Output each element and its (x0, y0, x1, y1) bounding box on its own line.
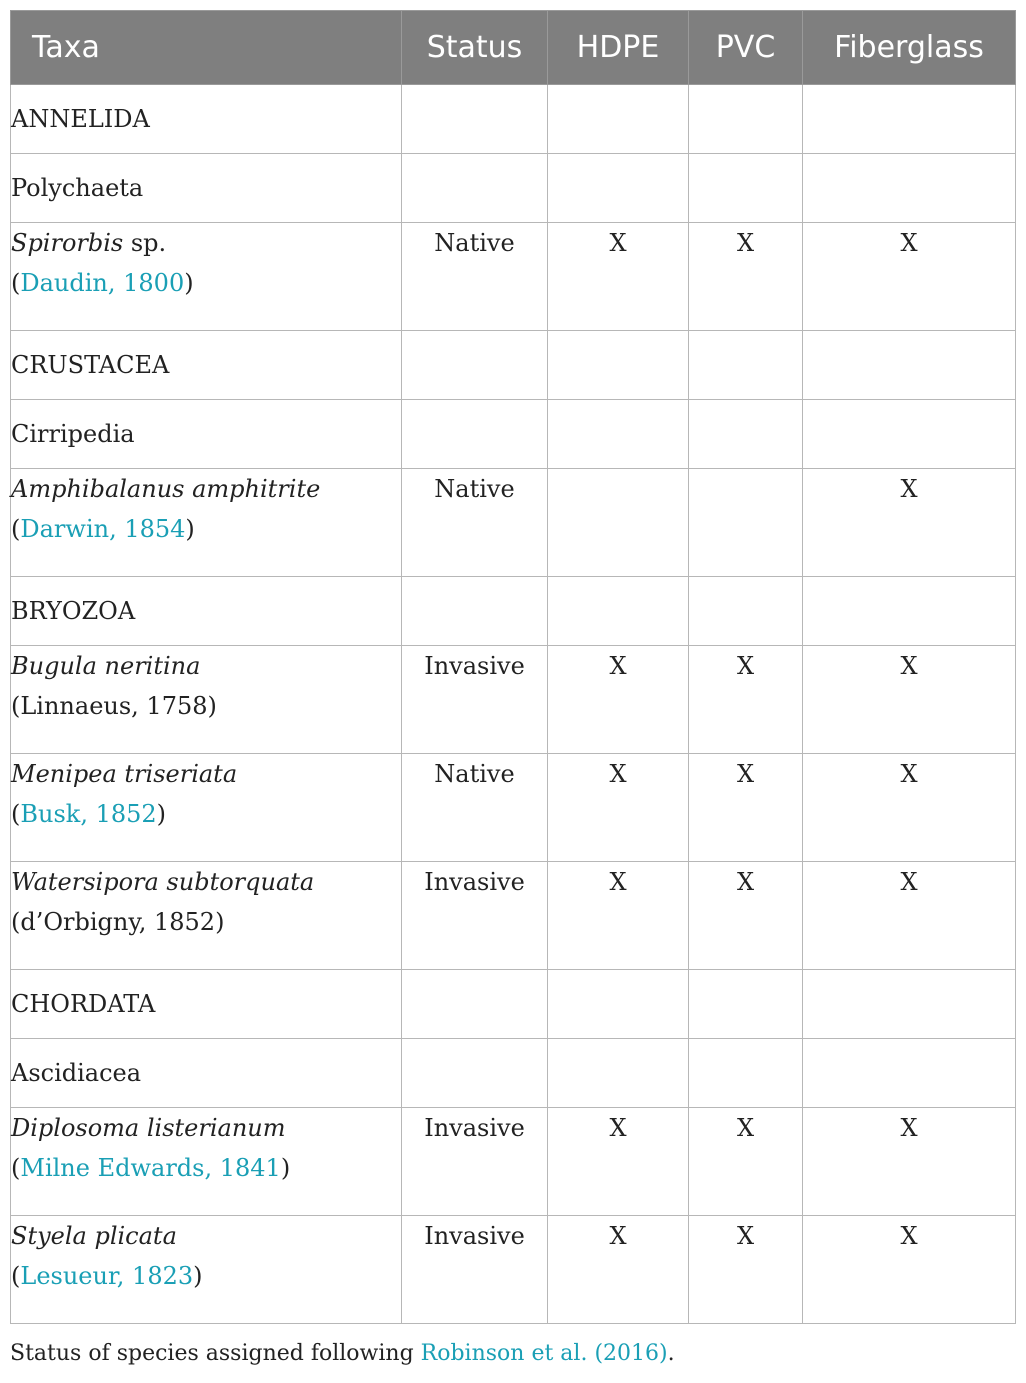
table-footnote (10, 1341, 675, 1366)
hdpe-cell (548, 469, 689, 577)
authority-link[interactable]: Lesueur, 1823 (20, 1262, 194, 1290)
status-cell: Invasive (402, 646, 548, 754)
header-status: Status (402, 11, 548, 85)
species-name-suffix: sp. (123, 229, 167, 257)
group-row-crustacea (11, 331, 1016, 400)
species-name: Bugula neritina (11, 652, 201, 680)
hdpe-cell: X (548, 646, 689, 754)
status-cell: Invasive (402, 1216, 548, 1324)
fiberglass-cell: X (803, 223, 1016, 331)
authority-link[interactable]: Milne Edwards, 1841 (20, 1154, 281, 1182)
species-cell: Styela plicata (Lesueur, 1823) (11, 1216, 402, 1324)
fiberglass-cell: X (803, 754, 1016, 862)
pvc-cell: X (689, 646, 803, 754)
group-row-chordata (11, 970, 1016, 1039)
pvc-cell: X (689, 862, 803, 970)
species-row-menipea (11, 754, 1016, 862)
species-name: Menipea triseriata (11, 760, 238, 788)
species-row-amphibalanus (11, 469, 1016, 577)
authority-link[interactable]: Busk, 1852 (20, 800, 157, 828)
status-cell: Invasive (402, 1108, 548, 1216)
hdpe-cell: X (548, 862, 689, 970)
group-label: ANNELIDA (11, 85, 402, 154)
status-cell: Native (402, 223, 548, 331)
species-cell: Spirorbis sp. (Daudin, 1800) (11, 223, 402, 331)
authority-text: (Linnaeus, 1758) (11, 692, 217, 720)
species-name: Spirorbis (11, 229, 124, 257)
species-name: Watersipora subtorquata (11, 868, 315, 896)
status-cell: Native (402, 754, 548, 862)
hdpe-cell: X (548, 1216, 689, 1324)
fiberglass-cell: X (803, 469, 1016, 577)
species-row-bugula (11, 646, 1016, 754)
group-label: Polychaeta (11, 154, 402, 223)
species-name: Styela plicata (11, 1222, 177, 1250)
species-name: Amphibalanus amphitrite (11, 475, 321, 503)
pvc-cell (689, 469, 803, 577)
group-row-bryozoa (11, 577, 1016, 646)
fiberglass-cell: X (803, 1108, 1016, 1216)
fiberglass-cell: X (803, 862, 1016, 970)
authority-text: (d’Orbigny, 1852) (11, 908, 225, 936)
species-name: Diplosoma listerianum (11, 1114, 286, 1142)
footnote-text: Status of species assigned following (10, 1341, 421, 1366)
pvc-cell: X (689, 1108, 803, 1216)
status-cell: Native (402, 469, 548, 577)
fiberglass-cell: X (803, 1216, 1016, 1324)
footnote-end: . (667, 1341, 675, 1366)
status-cell: Invasive (402, 862, 548, 970)
header-row (11, 11, 1016, 85)
group-row-cirripedia (11, 400, 1016, 469)
pvc-cell: X (689, 1216, 803, 1324)
hdpe-cell: X (548, 1108, 689, 1216)
group-label: Ascidiacea (11, 1039, 402, 1108)
species-row-styela (11, 1216, 1016, 1324)
authority-link[interactable]: Darwin, 1854 (20, 515, 186, 543)
group-row-polychaeta (11, 154, 1016, 223)
pvc-cell: X (689, 223, 803, 331)
group-label: BRYOZOA (11, 577, 402, 646)
species-table (10, 10, 1016, 1324)
group-row-ascidiacea (11, 1039, 1016, 1108)
fiberglass-cell: X (803, 646, 1016, 754)
group-row-annelida (11, 85, 1016, 154)
footnote-reference-link[interactable]: Robinson et al. (2016) (420, 1341, 668, 1366)
species-row-spirorbis (11, 223, 1016, 331)
species-cell (11, 646, 402, 754)
hdpe-cell: X (548, 754, 689, 862)
group-label: Cirripedia (11, 400, 402, 469)
group-label: CHORDATA (11, 970, 402, 1039)
authority-link[interactable]: Daudin, 1800 (20, 269, 185, 297)
species-row-diplosoma (11, 1108, 1016, 1216)
header-pvc: PVC (689, 11, 803, 85)
species-cell: Menipea triseriata (Busk, 1852) (11, 754, 402, 862)
pvc-cell: X (689, 754, 803, 862)
group-label: CRUSTACEA (11, 331, 402, 400)
header-fiberglass: Fiberglass (803, 11, 1016, 85)
species-cell: Amphibalanus amphitrite (Darwin, 1854) (11, 469, 402, 577)
species-row-watersipora (11, 862, 1016, 970)
hdpe-cell: X (548, 223, 689, 331)
species-cell (11, 862, 402, 970)
header-hdpe: HDPE (548, 11, 689, 85)
species-cell: Diplosoma listerianum (Milne Edwards, 1841) (11, 1108, 402, 1216)
header-taxa: Taxa (11, 11, 402, 85)
